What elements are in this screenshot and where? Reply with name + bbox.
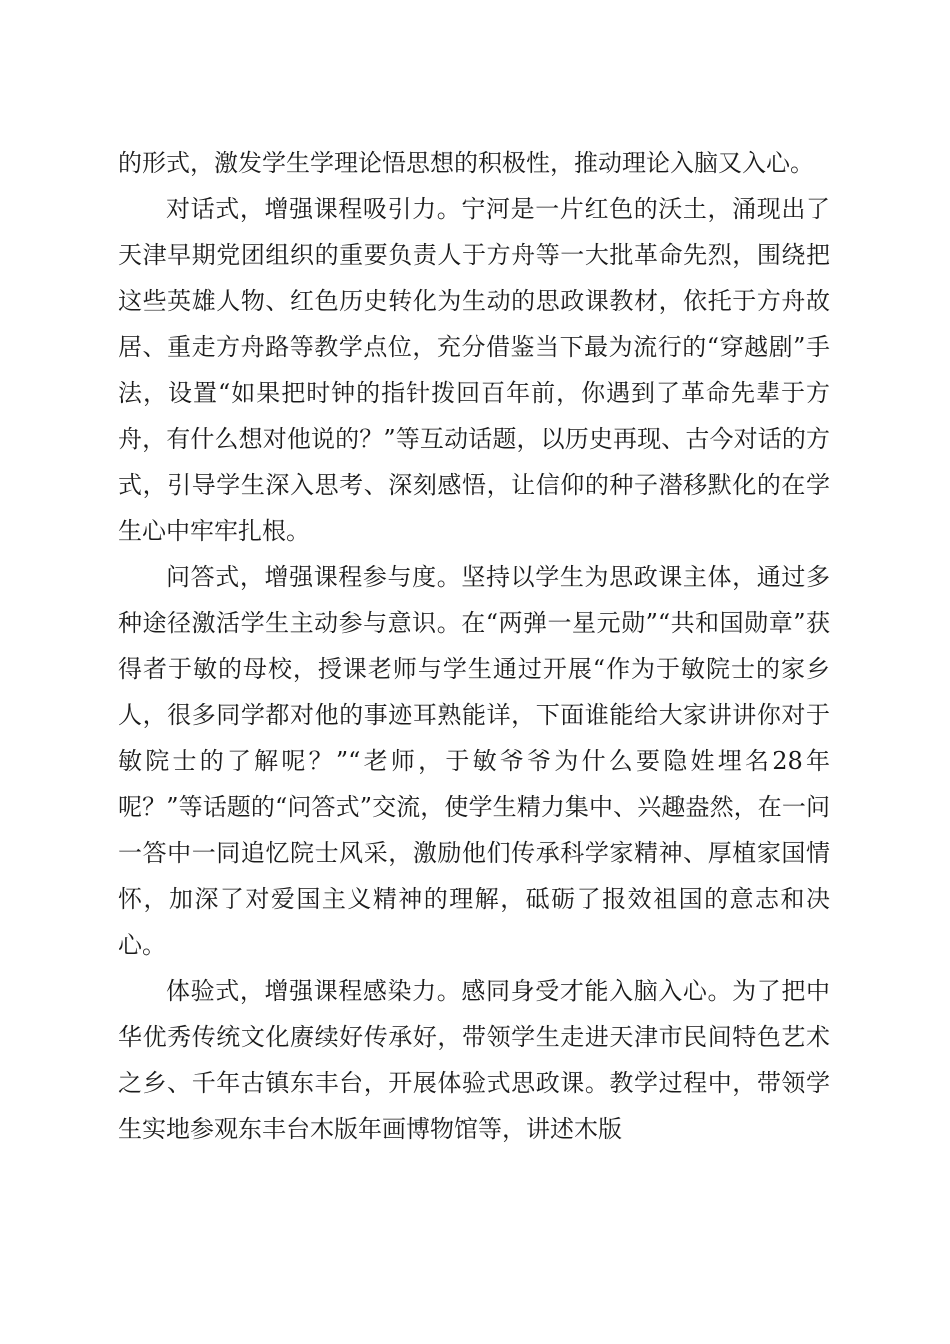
paragraph-dialogue-style: 对话式，增强课程吸引力。宁河是一片红色的沃土，涌现出了天津早期党团组织的重要负责人于方舟等一大批革命先烈，围绕把这些英雄人物、红色历史转化为生动的思政课教材，依托于方舟故居、重走方舟路等教学点位，充分借鉴当下最为流行的“穿越剧”手法，设置“如果把时钟的指针拨回百年前，你遇到了革命先辈于方舟，有什么想对他说的？”等互动话题，以历史再现、古今对话的方式，引导学生深入思考、深刻感悟，让信仰的种子潜移默化的在学生心中牢牢扎根。: [118, 195, 830, 545]
paragraph-continuation: 的形式，激发学生学理论悟思想的积极性，推动理论入脑又入心。: [118, 149, 814, 177]
paragraph-qa-style: 问答式，增强课程参与度。坚持以学生为思政课主体，通过多种途径激活学生主动参与意识。在“两弹一星元勋”“共和国勋章”获得者于敏的母校，授课老师与学生通过开展“作为于敏院士的家乡人，很多同学都对他的事迹耳熟能详，下面谁能给大家讲讲你对于敏院士的了解呢？”“老师，于敏爷爷为什么要隐姓埋名28年呢？”等话题的“问答式”交流，使学生精力集中、兴趣盎然，在一问一答中一同追忆院士风采，激励他们传承科学家精神、厚植家国情怀，加深了对爱国主义精神的理解，砥砺了报效祖国的意志和决心。: [118, 563, 830, 959]
paragraph-experience-style: 体验式，增强课程感染力。感同身受才能入脑入心。为了把中华优秀传统文化赓续好传承好，带领学生走进天津市民间特色艺术之乡、千年古镇东丰台，开展体验式思政课。教学过程中，带领学生实地参观东丰台木版年画博物馆等，讲述木版: [118, 977, 830, 1143]
document-body: [118, 140, 830, 1152]
